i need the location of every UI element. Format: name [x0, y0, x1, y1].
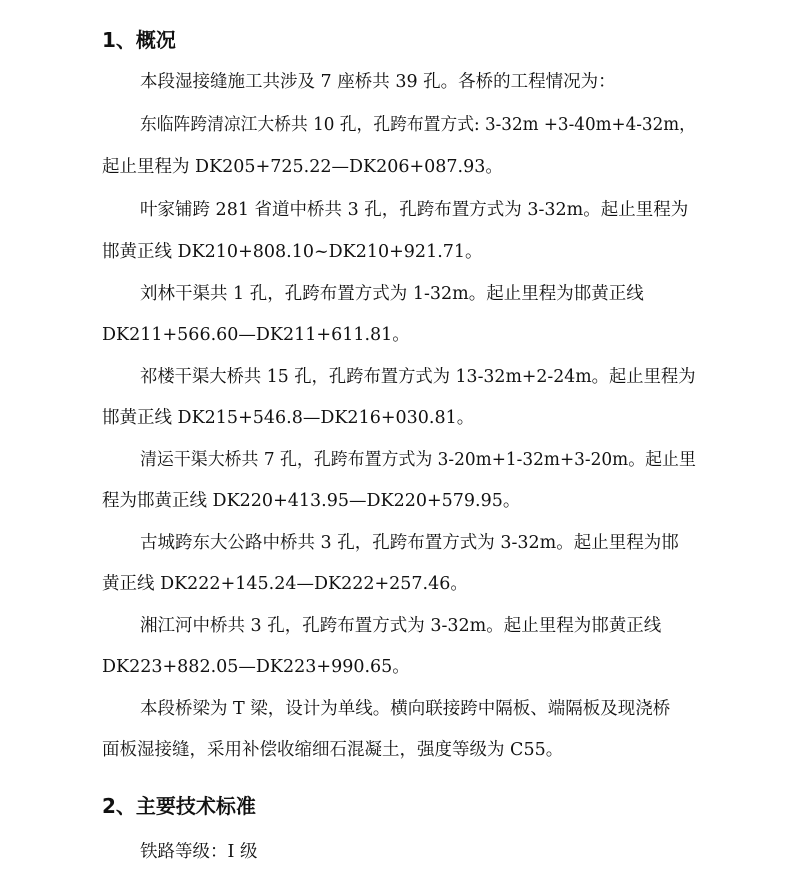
- paragraph-line: 起止里程为 DK205+725.22—DK206+087.93。: [102, 157, 503, 177]
- paragraph-line: DK223+882.05—DK223+990.65。: [102, 657, 410, 677]
- paragraph-line: 邯黄正线 DK215+546.8—DK216+030.81。: [102, 408, 475, 428]
- paragraph-line: 古城跨东大公路中桥共 3 孔，孔跨布置方式为 3-32m。起止里程为邯: [140, 533, 679, 553]
- section-heading-technical-standards: 2、主要技术标准: [102, 794, 256, 818]
- paragraph-line: 祁楼干渠大桥共 15 孔，孔跨布置方式为 13-32m+2-24m。起止里程为: [140, 367, 696, 387]
- paragraph-line: 刘林干渠共 1 孔，孔跨布置方式为 1-32m。起止里程为邯黄正线: [140, 284, 644, 304]
- paragraph-line: 程为邯黄正线 DK220+413.95—DK220+579.95。: [102, 491, 521, 511]
- section-heading-overview: 1、概况: [102, 28, 176, 52]
- paragraph-line: 本段桥梁为 T 梁，设计为单线。横向联接跨中隔板、端隔板及现浇桥: [140, 699, 671, 719]
- paragraph-line: 面板湿接缝，采用补偿收缩细石混凝土，强度等级为 C55。: [102, 740, 564, 760]
- paragraph-line: DK211+566.60—DK211+611.81。: [102, 325, 410, 345]
- paragraph-line: 邯黄正线 DK210+808.10~DK210+921.71。: [102, 242, 483, 262]
- paragraph-line: 本段湿接缝施工共涉及 7 座桥共 39 孔。各桥的工程情况为：: [140, 72, 616, 92]
- paragraph-line: 清运干渠大桥共 7 孔，孔跨布置方式为 3-20m+1-32m+3-20m。起止里: [140, 450, 696, 470]
- paragraph-line: 东临阵跨清凉江大桥共 10 孔，孔跨布置方式: 3-32m +3-40m+4-32m，: [140, 115, 696, 135]
- paragraph-line: 铁路等级：I 级: [140, 842, 258, 862]
- paragraph-line: 湘江河中桥共 3 孔，孔跨布置方式为 3-32m。起止里程为邯黄正线: [140, 616, 662, 636]
- paragraph-line: 叶家铺跨 281 省道中桥共 3 孔，孔跨布置方式为 3-32m。起止里程为: [140, 200, 689, 220]
- paragraph-line: 黄正线 DK222+145.24—DK222+257.46。: [102, 574, 468, 594]
